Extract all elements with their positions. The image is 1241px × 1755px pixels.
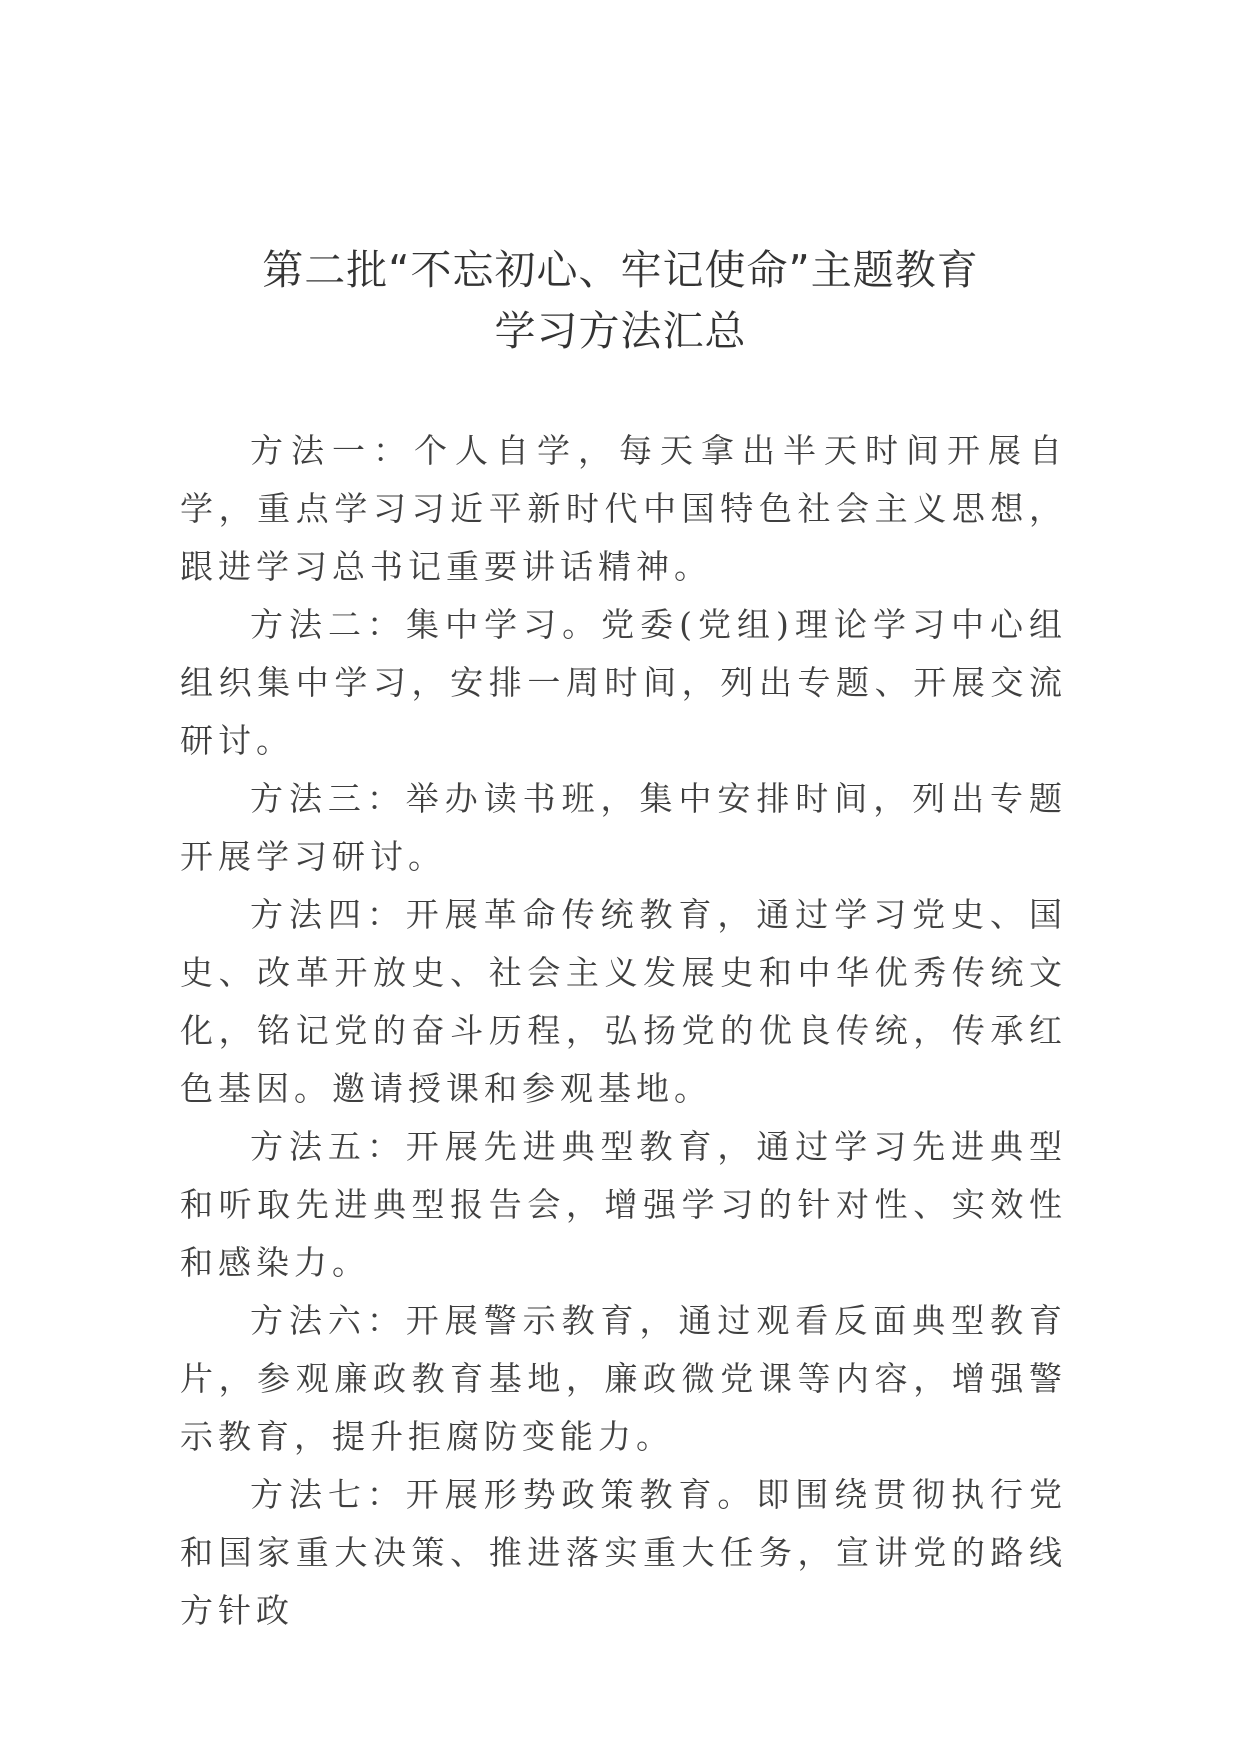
paragraph-method-4: 方法四：开展革命传统教育，通过学习党史、国史、改革开放史、社会主义发展史和中华优秀传统文化，铭记党的奋斗历程，弘扬党的优良传统，传承红色基因。邀请授课和参观基地。	[180, 895, 1067, 1108]
paragraph-method-7: 方法七：开展形势政策教育。即围绕贯彻执行党和国家重大决策、推进落实重大任务，宣讲党的路线方针政	[180, 1475, 1067, 1630]
paragraph-method-3: 方法三：举办读书班，集中安排时间，列出专题开展学习研讨。	[180, 779, 1067, 876]
paragraph-method-6: 方法六：开展警示教育，通过观看反面典型教育片，参观廉政教育基地，廉政微党课等内容，增强警示教育，提升拒腐防变能力。	[180, 1301, 1067, 1456]
title-line-1: 第二批“不忘初心、牢记使命”主题教育	[262, 246, 979, 294]
paragraph-method-5: 方法五：开展先进典型教育，通过学习先进典型和听取先进典型报告会，增强学习的针对性、实效性和感染力。	[180, 1127, 1067, 1282]
title-line-2: 学习方法汇总	[494, 307, 747, 355]
document-title	[0, 240, 1241, 362]
paragraph-method-1: 方法一：个人自学，每天拿出半天时间开展自学，重点学习习近平新时代中国特色社会主义思想，跟进学习总书记重要讲话精神。	[180, 431, 1067, 586]
document-body	[180, 422, 1067, 1640]
paragraph-method-2: 方法二：集中学习。党委(党组)理论学习中心组组织集中学习，安排一周时间，列出专题、开展交流研讨。	[180, 605, 1067, 760]
